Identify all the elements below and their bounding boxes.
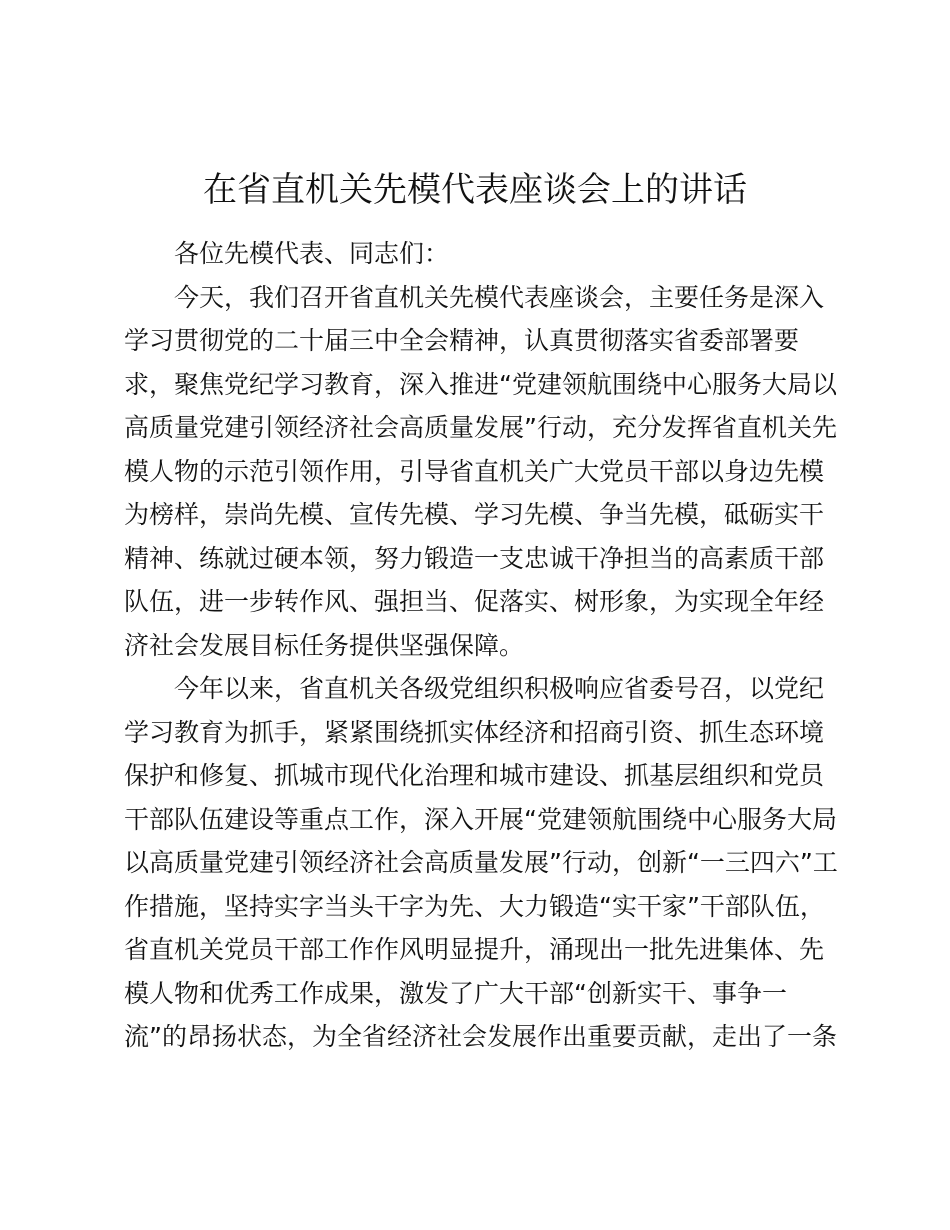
paragraph-2-line-3: 保护和修复、抓城市现代化治理和城市建设、抓基层组织和党员 — [124, 761, 825, 790]
paragraph-1-line-5: 模人物的示范引领作用，引导省直机关广大党员干部以身边先模 — [124, 456, 825, 486]
paragraph-1-line-1: 今天，我们召开省直机关先模代表座谈会，主要任务是深入 — [174, 282, 825, 312]
document-body — [124, 232, 836, 1059]
paragraph-1-line-9: 济社会发展目标任务提供坚强保障。 — [124, 630, 525, 660]
paragraph-1-line-6: 为榜样，崇尚先模、宣传先模、学习先模、争当先模，砥砺实干 — [124, 500, 825, 529]
paragraph-2-line-4: 干部队伍建设等重点工作，深入开展“党建领航围绕中心服务大局 — [124, 804, 837, 834]
paragraph-1-line-2: 学习贯彻党的二十届三中全会精神，认真贯彻落实省委部署要 — [124, 326, 800, 355]
salutation-line: 各位先模代表、同志们： — [174, 239, 450, 268]
paragraph-1-line-3: 求，聚焦党纪学习教育，深入推进“党建领航围绕中心服务大局以 — [124, 369, 837, 399]
paragraph-2-line-5: 以高质量党建引领经济社会高质量发展”行动，创新“一三四六”工 — [124, 848, 838, 877]
paragraph-2-line-9: 流”的昂扬状态，为全省经济社会发展作出重要贡献，走出了一条 — [124, 1022, 837, 1051]
paragraph-2-line-8: 模人物和优秀工作成果，激发了广大干部“创新实干、事争一 — [124, 978, 787, 1008]
paragraph-2-line-1: 今年以来，省直机关各级党组织积极响应省委号召，以党纪 — [174, 674, 825, 703]
paragraph-2-line-6: 作措施，坚持实字当头干字为先、大力锻造“实干家”干部队伍， — [124, 891, 825, 921]
paragraph-1-line-4: 高质量党建引领经济社会高质量发展”行动，充分发挥省直机关先 — [124, 413, 837, 442]
paragraph-2-line-2: 学习教育为抓手，紧紧围绕抓实体经济和招商引资、抓生态环境 — [124, 717, 825, 747]
paragraph-1-line-8: 队伍，进一步转作风、强担当、促落实、树形象，为实现全年经 — [124, 587, 825, 616]
document-title: 在省直机关先模代表座谈会上的讲话 — [203, 170, 747, 210]
paragraph-1-line-7: 精神、练就过硬本领，努力锻造一支忠诚干净担当的高素质干部 — [124, 543, 825, 573]
paragraph-2-line-7: 省直机关党员干部工作作风明显提升，涌现出一批先进集体、先 — [124, 935, 825, 964]
